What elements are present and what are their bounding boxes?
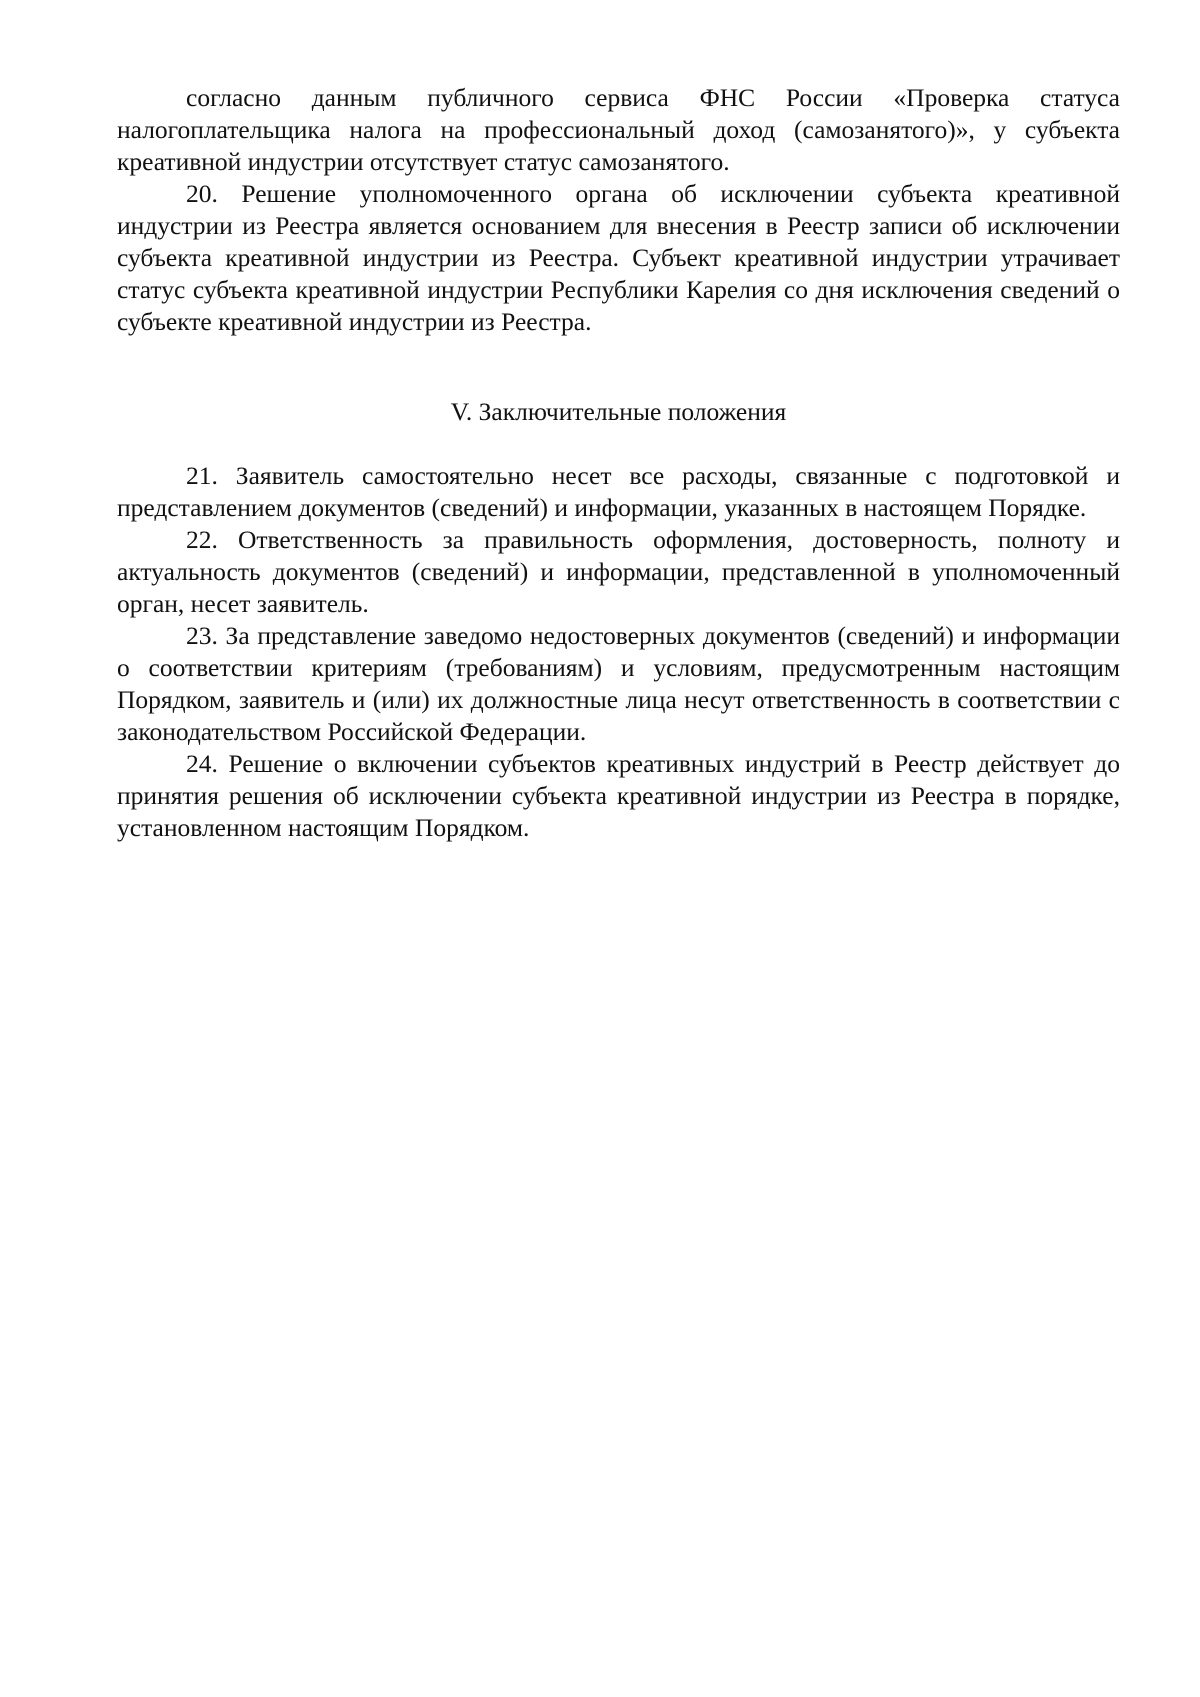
- paragraph-21: 21. Заявитель самостоятельно несет все расходы, связанные с подготовкой и представлением документов (сведений) и информации, указанных в настоящем Порядке.: [117, 461, 1120, 522]
- paragraph-continuation: согласно данным публичного сервиса ФНС России «Проверка статуса налогоплательщика налога на профессиональный доход (самозанятого)», у субъекта креативной индустрии отсутствует статус самозанятого.: [117, 83, 1120, 176]
- paragraph-20: 20. Решение уполномоченного органа об исключении субъекта креативной индустрии из Реестра является основанием для внесения в Реестр записи об исключении субъекта креативной индустрии из Реестра. Субъект креативной индустрии утрачивает статус субъекта креативной индустрии Республики Карелия со дня исключения сведений о субъекте креативной индустрии из Реестра.: [117, 179, 1120, 336]
- paragraph-24: 24. Решение о включении субъектов креативных индустрий в Реестр действует до принятия решения об исключении субъекта креативной индустрии из Реестра в порядке, установленном настоящим Порядком.: [117, 749, 1120, 842]
- document-page: [117, 82, 1120, 844]
- paragraph-23: 23. За представление заведомо недостоверных документов (сведений) и информации о соответствии критериям (требованиям) и условиям, предусмотренным настоящим Порядком, заявитель и (или) их должностные лица несут ответственность в соответствии с законодательством Российской Федерации.: [117, 621, 1120, 746]
- section-heading: V. Заключительные положения: [450, 397, 787, 426]
- paragraph-22: 22. Ответственность за правильность оформления, достоверность, полноту и актуальность документов (сведений) и информации, представленной в уполномоченный орган, несет заявитель.: [117, 525, 1120, 618]
